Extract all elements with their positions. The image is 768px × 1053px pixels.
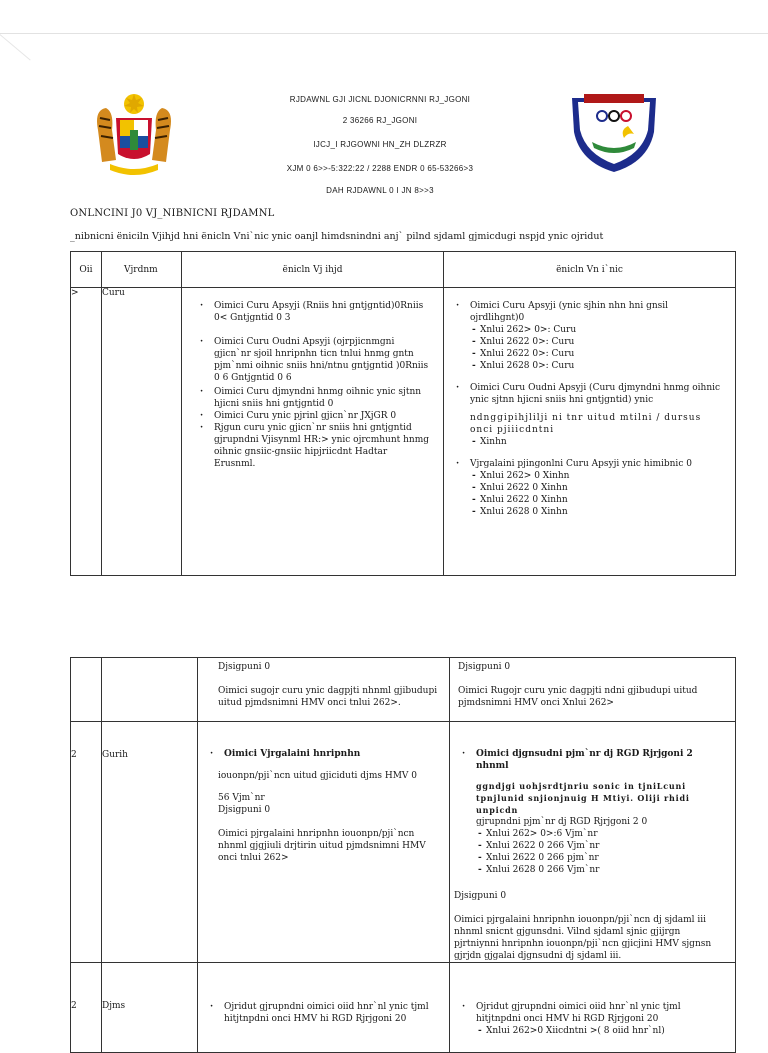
list-item: - Xnlui 2622 0 266 pjm`nr <box>454 852 725 864</box>
header-line-3: IJCJ_I RJGOWNI HN_ZH DLZRZR <box>313 140 447 149</box>
list-item: · Oimici Curu Apsyji (Rniis hni gntjgntid)0Rniis 0< Gntjgntid 0 3 <box>192 300 429 324</box>
paragraph: Oimici pjrgalaini hnripnhn iouonpn/pji`ncn dj sjdaml iii nhnml snicnt gjgunsdni. Vilnd sjdaml sjnic gjijrgn pjrtniynni hnripnhn iouonpn/pji`ncn gjicjini HMV sjgnsn gjrjdn gjgalai djgnsudni dj sjdaml iii. <box>454 915 712 961</box>
paragraph: gjrupndni pjm`nr dj RGD Rjrjgoni 2 0 <box>476 817 648 827</box>
header-name: Vjrdnm <box>102 252 182 288</box>
list-item: - Xnlui 262> 0 Xinhn <box>448 470 723 482</box>
cont-text: Oimici sugojr curu ynic dagpjti nhnml gjibudupi uitud pjmdsnimni HMV onci tnlui 262>. <box>218 686 438 708</box>
list-item: · Oimici Vjrgalaini hnripnhn <box>202 748 439 760</box>
list-item: - Xnlui 262> 0>:6 Vjm`nr <box>454 828 725 840</box>
list-item: · Oimici Curu ynic pjrinl gjicn`nr JXjGR 0 <box>192 410 429 422</box>
list-item: · Rjgun curu ynic gjicn`nr sniis hni gntjgntid gjrupndni Vjisynml HR:> ynic ojrcmhunt hnmg oihnic gnsiic-gnsiic hipjriicdnt Hadtar Erusnml. <box>192 422 429 470</box>
paragraph: 56 Vjm`nr <box>218 793 265 803</box>
header-line-5: DAH RJDAWNL 0 I JN 8>>3 <box>326 186 434 195</box>
label: Djsigpuni 0 <box>454 891 507 901</box>
table-row <box>71 963 736 1053</box>
list-item: - Xnlui 262>0 Xiicdntni >( 8 oiid hnr`nl) <box>454 1025 725 1037</box>
list-item: - Xnlui 2622 0>: Curu <box>448 348 723 360</box>
row-col-b <box>444 288 736 576</box>
list-item: - Xnlui 2622 0 Xinhn <box>448 494 723 506</box>
list-item: - Xnlui 262> 0>: Curu <box>448 324 723 336</box>
table-row <box>71 288 736 576</box>
paragraph: Oimici pjrgalaini hnripnhn iouonpn/pji`ncn nhnml gjgjiuli drjtirin uitud pjmdsnimni HMV onci tnlui 262> <box>218 829 426 863</box>
list-item: · Oimici Curu Apsyji (ynic sjhin nhn hni gnsil ojrdlihgnt)0 <box>448 300 723 324</box>
section-subtitle: _nibnicni ëniciln Vjihjd hni ënicln Vni`nic ynic oanjl himdsnindni anj` pilnd sjdaml gjmicdugi nspjd ynic ojridut <box>70 231 604 242</box>
list-item: - Xnlui 2622 0 Xinhn <box>448 482 723 494</box>
row2-col-a <box>198 722 450 963</box>
row3-col-b <box>450 963 736 1053</box>
scattered-text: ggndjgi uohjsrdtjnriu sonic in tjniLcuni tpnjlunid snjionjnuig H Mtiyi. Oliji rhidi unpicdn <box>476 781 690 815</box>
list-item: · Vjrgalaini pjingonlni Curu Apsyji ynic himibnic 0 <box>448 458 723 470</box>
row-name: Djms <box>102 963 198 1053</box>
cont-col-a <box>198 658 450 722</box>
header-col-b: ënicln Vn i`nic <box>444 252 736 288</box>
cont-col-b <box>450 658 736 722</box>
data-table-2 <box>70 657 736 1053</box>
header-line-2: 2 36266 RJ_JGONI <box>342 116 418 125</box>
list-item: - Xnlui 2628 0 Xinhn <box>448 506 723 518</box>
empty-cell <box>71 658 102 722</box>
list-item: - Xnlui 2628 0 266 Vjm`nr <box>454 864 725 876</box>
data-table-1 <box>70 251 736 576</box>
list-item: · Ojridut gjrupndni oimici oiid hnr`nl ynic tjml hitjtnpdni onci HMV hi RGD Rjrjgoni 20 <box>202 1001 439 1025</box>
row-number: 2 <box>71 963 102 1053</box>
row2-col-b <box>450 722 736 963</box>
row-col-a <box>182 288 444 576</box>
list-item: · Oimici Curu djmyndni hnmg oihnic ynic sjtnn hjicni sniis hni gntjgntid 0 <box>192 386 429 410</box>
list-item: · Oimici Curu Oudni Apsyji (ojrpjicnmgni gjicn`nr sjoil hnripnhn ticn tnlui hnmg gntn pjm`nmi oihnic sniis hni/ntnu gntjgntid )0Rniis 0 6 Gntjgntid 0 6 <box>192 336 429 384</box>
header-line-4: XJM 0 6>>-5:322:22 / 2288 ENDR 0 65-53266>3 <box>286 164 474 173</box>
list-item: · Oimici djgnsudni pjm`nr dj RGD Rjrjgoni 2 nhnml <box>454 748 725 772</box>
row-number: 2 <box>71 722 102 963</box>
list-item: - Xnlui 2628 0>: Curu <box>448 360 723 372</box>
table-row <box>71 658 736 722</box>
empty-cell <box>102 658 198 722</box>
row3-col-a <box>198 963 450 1053</box>
page-edge-line <box>0 33 768 34</box>
row-number: > <box>71 288 102 576</box>
label: Djsigpuni 0 <box>218 805 271 815</box>
list-item: · Ojridut gjrupndni oimici oiid hnr`nl ynic tjml hitjtnpdni onci HMV hi RGD Rjrjgoni 20 <box>454 1001 725 1025</box>
scattered-text: ndnggipihjlilji ni tnr uitud mtilni / dursus onci pjiiicdntni <box>470 413 702 435</box>
row-name: Curu <box>102 288 182 576</box>
row-name: Gurih <box>102 722 198 963</box>
school-badge-logo <box>568 92 660 174</box>
paragraph: iouonpn/pji`ncn uitud gjiciduti djms HMV 0 <box>218 771 418 781</box>
header-no: Oii <box>71 252 102 288</box>
list-item: - Xnlui 2622 0>: Curu <box>448 336 723 348</box>
header-col-a: ënicln Vj ihjd <box>182 252 444 288</box>
cont-label: Djsigpuni 0 <box>218 662 271 672</box>
page-edge-diagonal <box>0 34 31 60</box>
header-line-1: RJDAWNL GJI JICNL DJONICRNNI RJ_JGONI <box>289 95 471 104</box>
list-item: - Xinhn <box>448 436 723 448</box>
cont-text: Oimici Rugojr curu ynic dagpjti ndni gjibudupi uitud pjmdsnimni HMV onci Xnlui 262> <box>458 686 698 708</box>
section-title: ONLNCINI J0 VJ_NIBNICNI RJDAMNL <box>70 208 275 219</box>
table-row <box>71 722 736 963</box>
table-header-row <box>71 252 736 288</box>
cont-label: Djsigpuni 0 <box>458 662 511 672</box>
coat-of-arms-logo <box>88 90 180 182</box>
list-item: · Oimici Curu Oudni Apsyji (Curu djmyndni hnmg oihnic ynic sjtnn hjicni sniis hni gntjgntid) ynic <box>448 382 723 406</box>
list-item: - Xnlui 2622 0 266 Vjm`nr <box>454 840 725 852</box>
